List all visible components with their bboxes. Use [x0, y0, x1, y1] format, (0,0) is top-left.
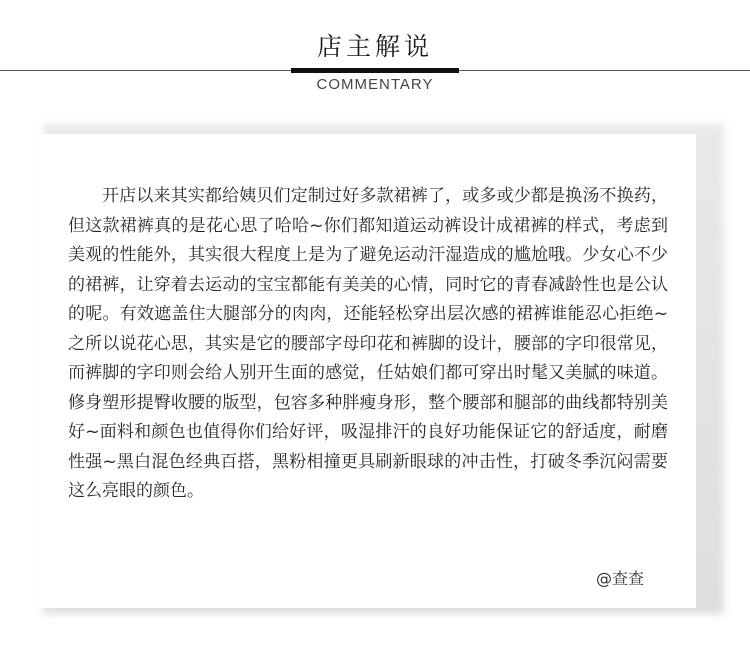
section-subtitle: COMMENTARY: [316, 76, 434, 93]
commentary-card: [38, 134, 696, 608]
commentary-signature: @查查: [595, 569, 644, 588]
section-header: [0, 0, 750, 110]
section-title: 店主解说: [316, 32, 433, 61]
commentary-text: 开店以来其实都给姨贝们定制过好多款裙裤了，或多或少都是换汤不换药，但这款裙裤真的是花心思了哈哈~你们都知道运动裤设计成裙裤的样式，考虑到美观的性能外，其实很大程度上是为了避免运动汗湿造成的尴尬哦。少女心不少的裙裤，让穿着去运动的宝宝都能有美美的心情，同时它的青春减龄性也是公认的呢。有效遮盖住大腿部分的肉肉，还能轻松穿出层次感的裙裤谁能忍心拒绝~之所以说花心思，其实是它的腰部字母印花和裤脚的设计，腰部的字印很常见，而裤脚的字印则会给人别开生面的感觉，任姑娘们都可穿出时髦又美腻的味道。修身塑形提臀收腰的版型，包容多种胖瘦身形，整个腰部和腿部的曲线都特别美好~面料和颜色也值得你们给好评，吸湿排汗的良好功能保证它的舒适度，耐磨性强~黑白混色经典百搭，黑粉相撞更具刷新眼球的冲击性，打破冬季沉闷需要这么亮眼的颜色。: [68, 186, 668, 501]
header-accent-bar: [291, 68, 459, 73]
